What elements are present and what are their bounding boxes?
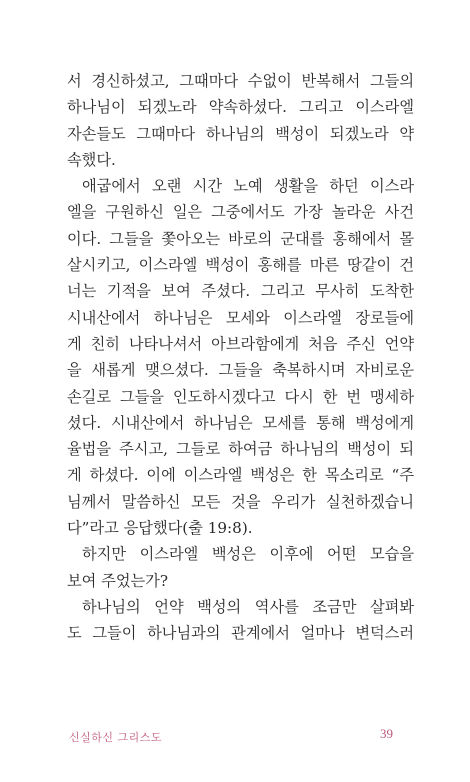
text-line: 을 새롭게 맺으셨다. 그들을 축복하시며 자비로운 bbox=[67, 361, 414, 380]
text-line: 다”라고 응답했다(출 19:8). bbox=[67, 519, 253, 538]
paragraph bbox=[67, 541, 414, 594]
paragraph bbox=[67, 173, 414, 541]
text-line: 게 하셨다. 이에 이스라엘 백성은 한 목소리로 “주 bbox=[67, 466, 414, 485]
text-line: 시내산에서 하나님은 모세와 이스라엘 장로들에 bbox=[67, 308, 414, 327]
text-line: 엘을 구원하신 일은 그중에서도 가장 놀라운 사건 bbox=[67, 203, 414, 222]
text-line: 하나님의 언약 백성의 역사를 조금만 살펴봐 bbox=[82, 597, 414, 616]
text-line: 하나님이 되겠노라 약속하셨다. 그리고 이스라엘 bbox=[67, 98, 414, 117]
page-number: 39 bbox=[380, 726, 393, 741]
text-line: 보여 주었는가? bbox=[67, 571, 168, 590]
text-line: 율법을 주시고, 그들로 하여금 하나님의 백성이 되 bbox=[67, 440, 414, 459]
text-line: 셨다. 시내산에서 하나님은 모세를 통해 백성에게 bbox=[67, 413, 414, 432]
body-text bbox=[67, 68, 414, 647]
text-line: 애굽에서 오랜 시간 노예 생활을 하던 이스라 bbox=[82, 177, 414, 196]
text-line: 살시키고, 이스라엘 백성이 홍해를 마른 땅같이 건 bbox=[67, 256, 414, 275]
paragraph bbox=[67, 594, 414, 647]
text-line: 이다. 그들을 쫓아오는 바로의 군대를 홍해에서 몰 bbox=[67, 229, 414, 248]
text-line: 너는 기적을 보여 주셨다. 그리고 무사히 도착한 bbox=[67, 282, 414, 301]
text-line: 속했다. bbox=[67, 150, 116, 169]
text-line: 게 친히 나타나셔서 아브라함에게 처음 주신 언약 bbox=[67, 334, 414, 353]
text-line: 자손들도 그때마다 하나님의 백성이 되겠노라 약 bbox=[67, 124, 414, 143]
text-line: 도 그들이 하나님과의 관계에서 얼마나 변덕스러 bbox=[67, 624, 414, 643]
text-line: 손길로 그들을 인도하시겠다고 다시 한 번 맹세하 bbox=[67, 387, 414, 406]
paragraph bbox=[67, 68, 414, 173]
text-line: 하지만 이스라엘 백성은 이후에 어떤 모습을 bbox=[82, 545, 414, 564]
text-line: 서 경신하셨고, 그때마다 수없이 반복해서 그들의 bbox=[67, 72, 414, 90]
text-line: 님께서 말씀하신 모든 것을 우리가 실천하겠습니 bbox=[67, 492, 414, 511]
running-footer-title: 신실하신 그리스도 bbox=[69, 731, 163, 744]
